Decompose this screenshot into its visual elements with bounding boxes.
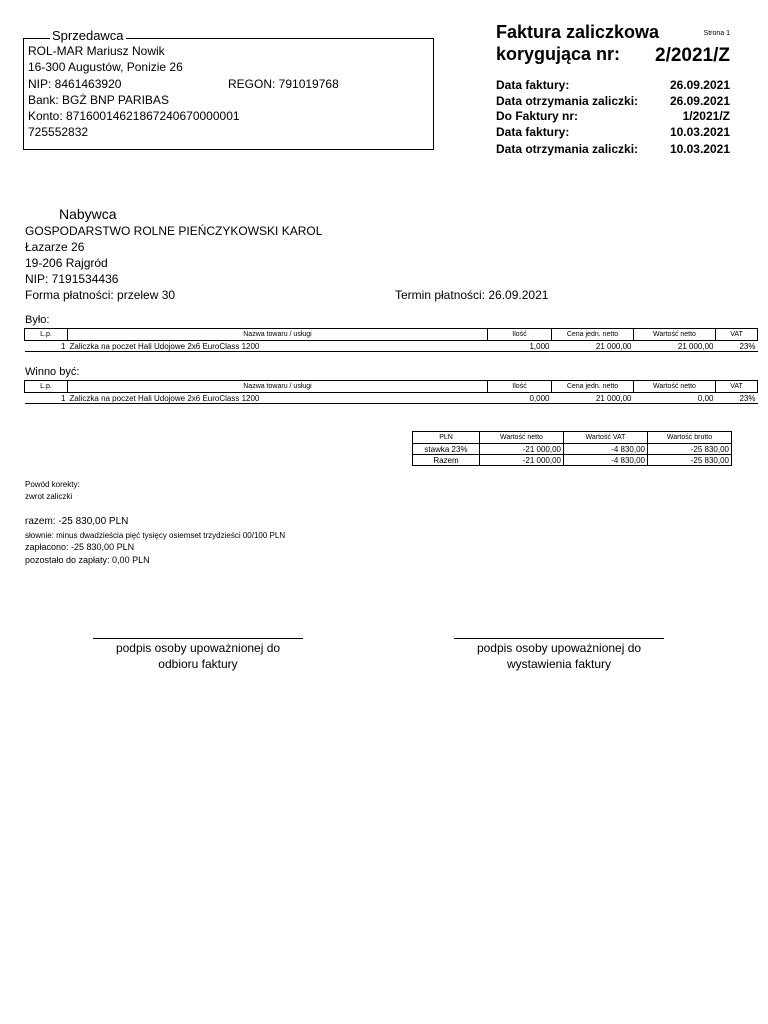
seller-bank: Bank: BGŻ BNP PARIBAS — [28, 93, 169, 107]
was-table — [24, 328, 758, 352]
buyer-heading: Nabywca — [59, 206, 117, 222]
meta-value: 10.03.2021 — [669, 125, 730, 139]
meta-label: Data faktury: — [496, 125, 570, 139]
summary-row-gross: -25 830,00 — [648, 444, 732, 455]
correction-label: Powód korekty: — [25, 480, 80, 489]
seller-account: Konto: 87160014621867240670000001 — [28, 109, 240, 123]
summary-table — [412, 431, 732, 466]
signature-label-receiver — [93, 640, 303, 672]
seller-nip: NIP: 8461463920 — [28, 77, 122, 91]
signature-line-issuer — [454, 638, 664, 639]
row-lp: 1 — [25, 341, 68, 352]
signature-issuer-line1: podpis osoby upoważnionej do — [476, 641, 642, 655]
table-row — [25, 393, 758, 404]
invoice-title-line2: korygująca nr: — [496, 44, 621, 64]
seller-phone: 725552832 — [28, 125, 89, 139]
header-unit-price: Cena jedn. netto — [552, 329, 634, 341]
summary-header-pln: PLN — [413, 432, 480, 444]
summary-row-label: Razem — [413, 455, 480, 466]
header-net-value: Wartość netto — [634, 329, 716, 341]
meta-label: Data faktury: — [496, 78, 570, 92]
summary-row-vat: -4 830,00 — [564, 455, 648, 466]
was-label: Było: — [25, 314, 50, 326]
row-name: Zaliczka na poczet Hali Udojowe 2x6 EuroClass 1200 — [68, 341, 488, 352]
payment-form: Forma płatności: przelew 30 — [25, 288, 176, 302]
remaining-amount: pozostało do zapłaty: 0,00 PLN — [25, 555, 150, 565]
signature-line-receiver — [93, 638, 303, 639]
should-be-table — [24, 380, 758, 404]
meta-label: Do Faktury nr: — [496, 109, 579, 123]
invoice-title-line1: Faktura zaliczkowa — [496, 22, 660, 42]
summary-row-gross: -25 830,00 — [648, 455, 732, 466]
header-qty: Ilość — [488, 329, 552, 341]
header-qty: Ilość — [488, 381, 552, 393]
total-amount: razem: -25 830,00 PLN — [25, 516, 129, 527]
table-row — [25, 341, 758, 352]
seller-name: ROL-MAR Mariusz Nowik — [28, 44, 165, 58]
meta-label: Data otrzymania zaliczki: — [496, 142, 639, 156]
header-lp: L.p. — [25, 329, 68, 341]
row-name: Zaliczka na poczet Hali Udojowe 2x6 EuroClass 1200 — [68, 393, 488, 404]
row-unit-price: 21 000,00 — [552, 341, 634, 352]
total-in-words: słownie: minus dwadzieścia pięć tysięcy osiemset trzydzieści 00/100 PLN — [25, 531, 286, 540]
row-vat: 23% — [716, 341, 758, 352]
row-net-value: 21 000,00 — [634, 341, 716, 352]
summary-row-vat: -4 830,00 — [564, 444, 648, 455]
buyer-nip: NIP: 7191534436 — [25, 272, 119, 286]
correction-reason: zwrot zaliczki — [25, 492, 73, 501]
summary-header-gross: Wartość brutto — [648, 432, 732, 444]
meta-value: 1/2021/Z — [682, 109, 730, 123]
row-net-value: 0,00 — [634, 393, 716, 404]
header-lp: L.p. — [25, 381, 68, 393]
row-vat: 23% — [716, 393, 758, 404]
table-row — [413, 444, 732, 455]
signature-label-issuer — [454, 640, 664, 672]
row-qty: 0,000 — [488, 393, 552, 404]
header-name: Nazwa towaru / usługi — [68, 381, 488, 393]
signature-issuer-line2: wystawienia faktury — [506, 657, 612, 671]
meta-value: 26.09.2021 — [669, 78, 730, 92]
row-lp: 1 — [25, 393, 68, 404]
page-indicator: Strona 1 — [703, 30, 730, 37]
seller-address: 16-300 Augustów, Ponizie 26 — [28, 60, 183, 74]
meta-label: Data otrzymania zaliczki: — [496, 94, 639, 108]
header-vat: VAT — [716, 329, 758, 341]
meta-value: 26.09.2021 — [669, 94, 730, 108]
summary-row-net: -21 000,00 — [480, 455, 564, 466]
meta-value: 10.03.2021 — [669, 142, 730, 156]
buyer-name: GOSPODARSTWO ROLNE PIEŃCZYKOWSKI KAROL — [25, 224, 323, 238]
should-be-label: Winno być: — [25, 366, 80, 378]
summary-header-net: Wartość netto — [480, 432, 564, 444]
payment-due: Termin płatności: 26.09.2021 — [395, 288, 549, 302]
row-unit-price: 21 000,00 — [552, 393, 634, 404]
signature-receiver-line2: odbioru faktury — [158, 657, 238, 671]
header-name: Nazwa towaru / usługi — [68, 329, 488, 341]
header-unit-price: Cena jedn. netto — [552, 381, 634, 393]
summary-row-label: stawka 23% — [413, 444, 480, 455]
header-vat: VAT — [716, 381, 758, 393]
buyer-city: 19-206 Rajgród — [25, 256, 108, 270]
seller-legend: Sprzedawca — [52, 28, 124, 43]
header-net-value: Wartość netto — [634, 381, 716, 393]
summary-row-net: -21 000,00 — [480, 444, 564, 455]
invoice-number: 2/2021/Z — [655, 45, 730, 66]
buyer-street: Łazarze 26 — [25, 240, 85, 254]
summary-header-vat: Wartość VAT — [564, 432, 648, 444]
paid-amount: zapłacono: -25 830,00 PLN — [25, 542, 135, 552]
seller-regon: REGON: 791019768 — [228, 77, 339, 91]
table-row — [413, 455, 732, 466]
signature-receiver-line1: podpis osoby upoważnionej do — [115, 641, 281, 655]
row-qty: 1,000 — [488, 341, 552, 352]
